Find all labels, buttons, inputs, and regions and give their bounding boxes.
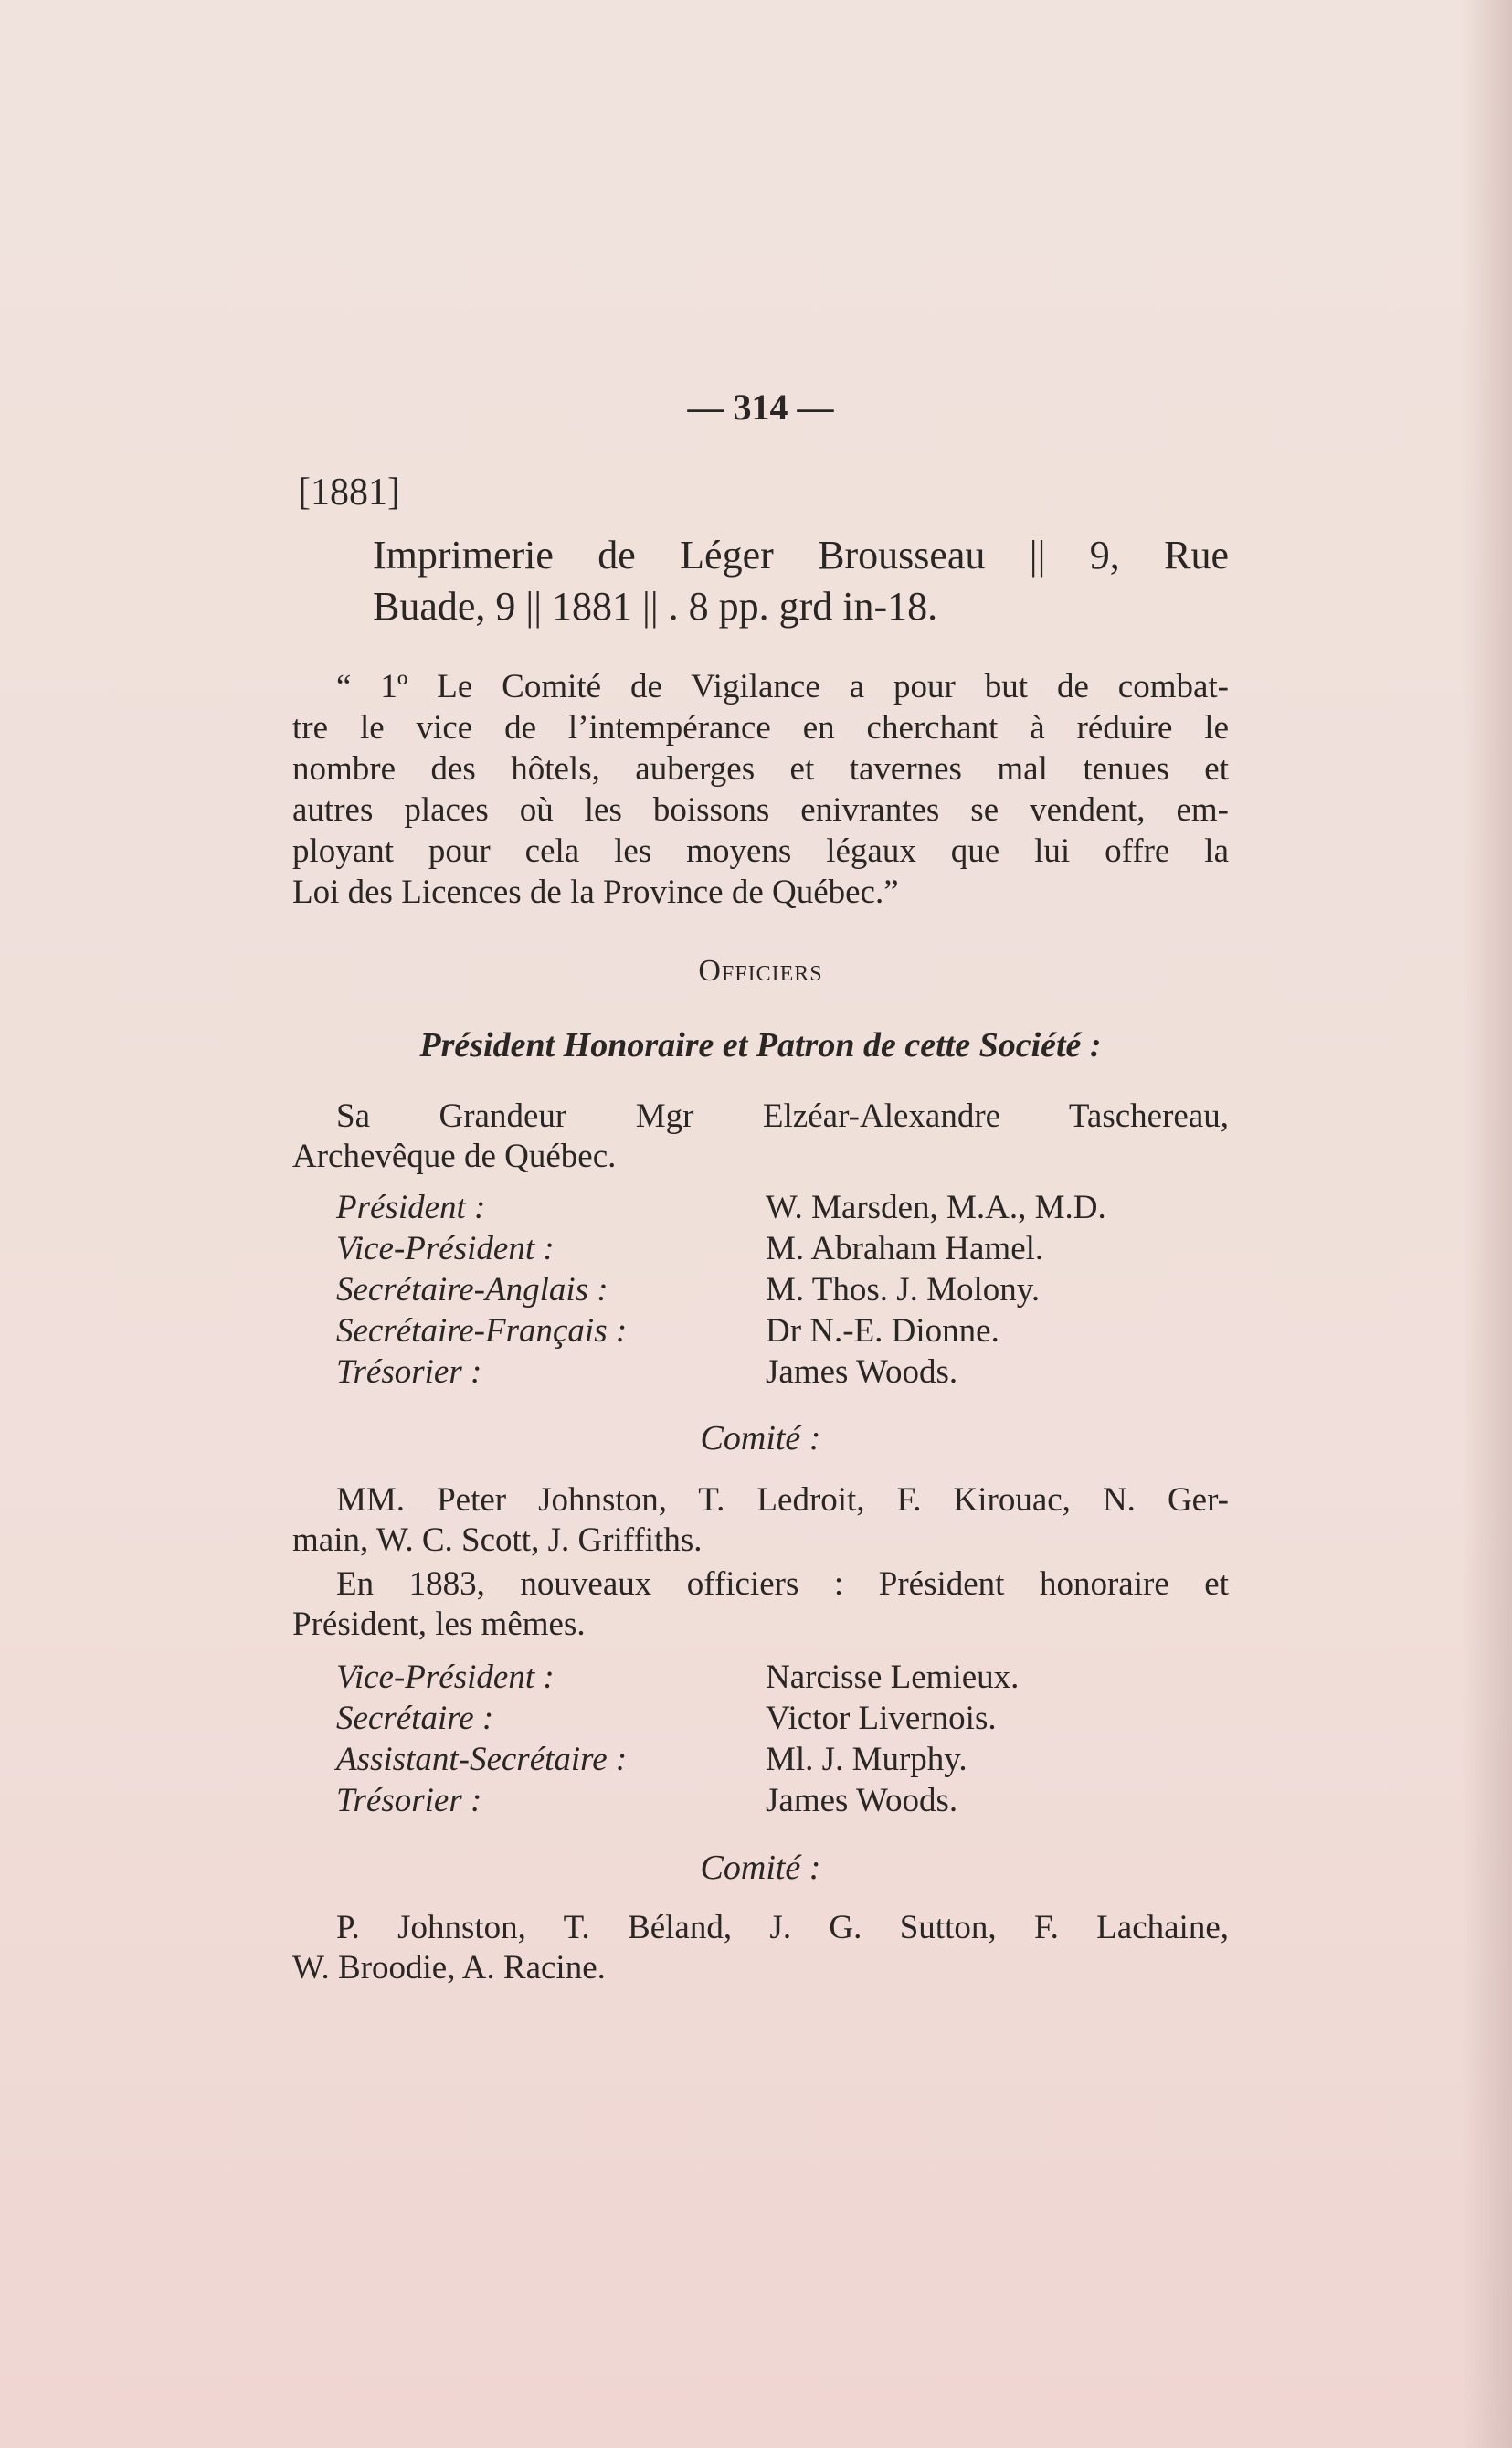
committee-1883-line-1: P. Johnston, T. Béland, J. G. Sutton, F. Lachaine, bbox=[336, 1909, 1229, 1946]
quote-line-1: “ 1º Le Comité de Vigilance a pour but de combat- bbox=[336, 668, 1229, 705]
officer-row bbox=[336, 1740, 1229, 1780]
officer-row bbox=[336, 1270, 1229, 1310]
title-line-1: Imprimerie de Léger Brousseau || 9, Rue bbox=[373, 533, 1229, 578]
officer-name: Narcisse Lemieux. bbox=[766, 1658, 1020, 1696]
quote-line-3: nombre des hôtels, auberges et tavernes mal tenues et bbox=[292, 750, 1229, 788]
officer-row bbox=[336, 1699, 1229, 1739]
quote-line-2: tre le vice de l’intempérance en cherchant à réduire le bbox=[292, 709, 1229, 747]
page-edge-shadow bbox=[1462, 0, 1512, 2448]
officer-name: Ml. J. Murphy. bbox=[766, 1741, 967, 1778]
officer-role: Secrétaire-Anglais : bbox=[336, 1271, 608, 1309]
officer-row bbox=[336, 1781, 1229, 1821]
officer-role: Trésorier : bbox=[336, 1353, 482, 1391]
new-officers-line-2: Président, les mêmes. bbox=[292, 1606, 586, 1643]
officer-role: Vice-Président : bbox=[336, 1658, 555, 1696]
officer-name: James Woods. bbox=[766, 1353, 958, 1391]
officers-heading bbox=[292, 954, 1229, 989]
officer-row bbox=[336, 1229, 1229, 1269]
officer-row bbox=[336, 1188, 1229, 1228]
officer-name: Dr N.-E. Dionne. bbox=[766, 1312, 999, 1350]
committee-line-1: MM. Peter Johnston, T. Ledroit, F. Kirouac, N. Ger- bbox=[336, 1481, 1229, 1519]
new-officers-line-1: En 1883, nouveaux officiers : Président honoraire et bbox=[336, 1565, 1229, 1603]
page-content bbox=[292, 0, 1229, 2448]
officers-heading-text: Officiers bbox=[698, 954, 823, 988]
officer-name: James Woods. bbox=[766, 1782, 958, 1819]
officer-row bbox=[336, 1311, 1229, 1351]
quote-line-4: autres places où les boissons enivrantes se vendent, em- bbox=[292, 791, 1229, 829]
officer-name: M. Abraham Hamel. bbox=[766, 1230, 1044, 1267]
officer-role: Secrétaire-Français : bbox=[336, 1312, 628, 1350]
officer-name: M. Thos. J. Molony. bbox=[766, 1271, 1041, 1309]
page-number: — 314 — bbox=[687, 387, 834, 428]
officer-row bbox=[336, 1658, 1229, 1698]
quote-line-5: ployant pour cela les moyens légaux que lui offre la bbox=[292, 832, 1229, 870]
officer-role: Assistant-Secrétaire : bbox=[336, 1741, 628, 1778]
officer-role: Trésorier : bbox=[336, 1782, 482, 1819]
officer-role: Secrétaire : bbox=[336, 1700, 494, 1737]
honorary-line-1: Sa Grandeur Mgr Elzéar-Alexandre Taschereau, bbox=[336, 1097, 1229, 1135]
officer-role: Vice-Président : bbox=[336, 1230, 555, 1267]
committee-1883-heading: Comité : bbox=[700, 1849, 821, 1887]
committee-heading: Comité : bbox=[700, 1419, 821, 1457]
officer-role: Président : bbox=[336, 1189, 486, 1226]
officer-row bbox=[336, 1352, 1229, 1393]
committee-line-2: main, W. C. Scott, J. Griffiths. bbox=[292, 1521, 703, 1559]
officer-name: W. Marsden, M.A., M.D. bbox=[766, 1189, 1106, 1226]
honorary-heading: Président Honoraire et Patron de cette Société : bbox=[419, 1026, 1102, 1065]
year-tag: [1881] bbox=[298, 472, 400, 514]
committee-1883-line-2: W. Broodie, A. Racine. bbox=[292, 1949, 606, 1987]
honorary-line-2: Archevêque de Québec. bbox=[292, 1138, 617, 1175]
title-line-2: Buade, 9 || 1881 || . 8 pp. grd in-18. bbox=[373, 584, 938, 629]
quote-line-6: Loi des Licences de la Province de Québec.” bbox=[292, 874, 899, 911]
officer-name: Victor Livernois. bbox=[766, 1700, 997, 1737]
